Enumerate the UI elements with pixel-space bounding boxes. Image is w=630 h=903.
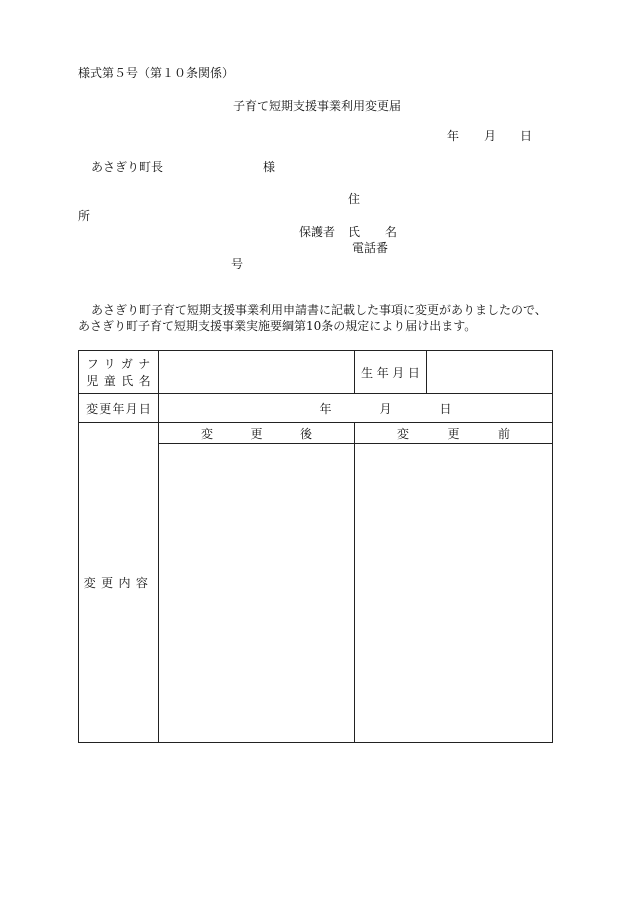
before-header-char-2: 更 <box>447 426 460 441</box>
change-date-field[interactable] <box>159 394 553 423</box>
name-label-part1: 氏 <box>348 225 361 239</box>
body-text-line-1: あさぎり町子育て短期支援事業利用申請書に記載した事項に変更がありましたので、 <box>91 303 547 317</box>
before-change-field[interactable] <box>355 444 553 743</box>
after-header-char-1: 変 <box>201 426 214 441</box>
change-date-label: 変更年月日 <box>79 394 159 423</box>
after-change-header <box>159 423 355 444</box>
child-name-label: 児童氏名 <box>86 374 156 388</box>
after-header-char-2: 更 <box>250 426 263 441</box>
change-date-year: 年 <box>319 401 332 416</box>
after-header-char-3: 後 <box>299 426 312 441</box>
date-day-label: 日 <box>520 129 533 143</box>
change-form-table <box>78 350 553 743</box>
document-title: 子育て短期支援事業利用変更届 <box>233 99 402 113</box>
change-date-month: 月 <box>379 401 392 416</box>
body-text-line-2: あさぎり町子育て短期支援事業実施要綱第10条の規定により届け出ます。 <box>78 319 477 333</box>
date-year-label: 年 <box>447 129 460 143</box>
address-label-part1: 住 <box>348 192 361 206</box>
after-change-field[interactable] <box>159 444 355 743</box>
addressee-honorific: 様 <box>263 160 276 174</box>
birthdate-label: 生年月日 <box>355 351 427 394</box>
child-name-field[interactable] <box>159 351 355 394</box>
furigana-label: フリガナ <box>86 357 156 371</box>
addressee-name: あさぎり町長 <box>91 160 164 174</box>
child-name-label-cell <box>79 351 159 394</box>
phone-label-part1: 電話番 <box>352 241 389 255</box>
name-label-part2: 名 <box>385 225 398 239</box>
change-date-day: 日 <box>439 401 452 416</box>
before-header-char-1: 変 <box>397 426 410 441</box>
date-month-label: 月 <box>484 129 497 143</box>
before-change-header <box>355 423 553 444</box>
change-content-label: 変更内容 <box>79 423 159 743</box>
before-header-char-3: 前 <box>497 426 510 441</box>
address-label-part2: 所 <box>78 209 91 223</box>
phone-label-part2: 号 <box>231 257 244 271</box>
guardian-label: 保護者 <box>299 225 336 239</box>
child-row <box>79 351 553 394</box>
change-content-header-row <box>79 423 553 444</box>
birthdate-field[interactable] <box>427 351 553 394</box>
change-date-row <box>79 394 553 423</box>
form-number: 様式第５号（第１０条関係） <box>78 66 235 80</box>
